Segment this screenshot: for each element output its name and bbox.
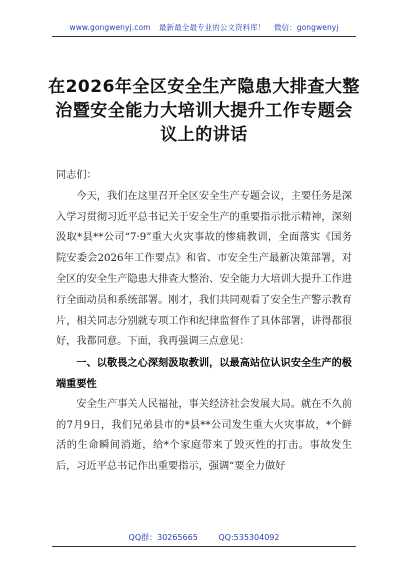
page-footer	[0, 532, 408, 543]
salutation: 同志们：	[56, 170, 97, 181]
body-paragraph: 今天，我们在这里召开全区安全生产专题会议，主要任务是深入学习贯彻习近平总书记关于安全生产的重要指示批示精神，深刻汲取*县**公司“7·9”重大火灾事故的惨痛教训，全面落实《国务院安委会2026年工作要点》和省、市安全生产最新决策部署，对全区的安全生产隐患大排查大整治、安全能力大培训大提升工作进行全面动员和系统部署。刚才，我们共同观看了安全生产警示教育片，相关同志分别就专项工作和纪律监督作了具体部署，讲得都很好，我都同意。下面，我再强调三点意见：	[56, 190, 352, 348]
document-title: 在2026年全区安全生产隐患大排查大整治暨安全能力大培训大提升工作专题会议上的讲话	[48, 77, 360, 145]
section-heading: 一、以敬畏之心深刻汲取教训，以最高站位认识安全生产的极端重要性	[56, 357, 352, 390]
header-divider	[52, 36, 356, 37]
site-slogan: 最新最全最专业的公文资料库！	[159, 23, 266, 32]
footer-divider	[52, 546, 356, 547]
site-url[interactable]: www.gongwenyj.com	[69, 23, 151, 32]
page-header	[0, 22, 408, 33]
qq-group: QQ群：30265665	[128, 533, 198, 542]
body-paragraph: 安全生产事关人民福祉，事关经济社会发展大局。就在不久前的7月9日，我们兄弟县市的*县**公司发生重大火灾事故，*个鲜活的生命瞬间消逝，给*个家庭带来了毁灭性的打击。事故发生后，习近平总书记作出重要指示，强调“要全力做好	[56, 398, 352, 473]
wechat-id: 微信：gongwenyj	[273, 23, 339, 32]
qq-contact: QQ:535304092	[218, 533, 280, 542]
document-body	[56, 166, 352, 478]
